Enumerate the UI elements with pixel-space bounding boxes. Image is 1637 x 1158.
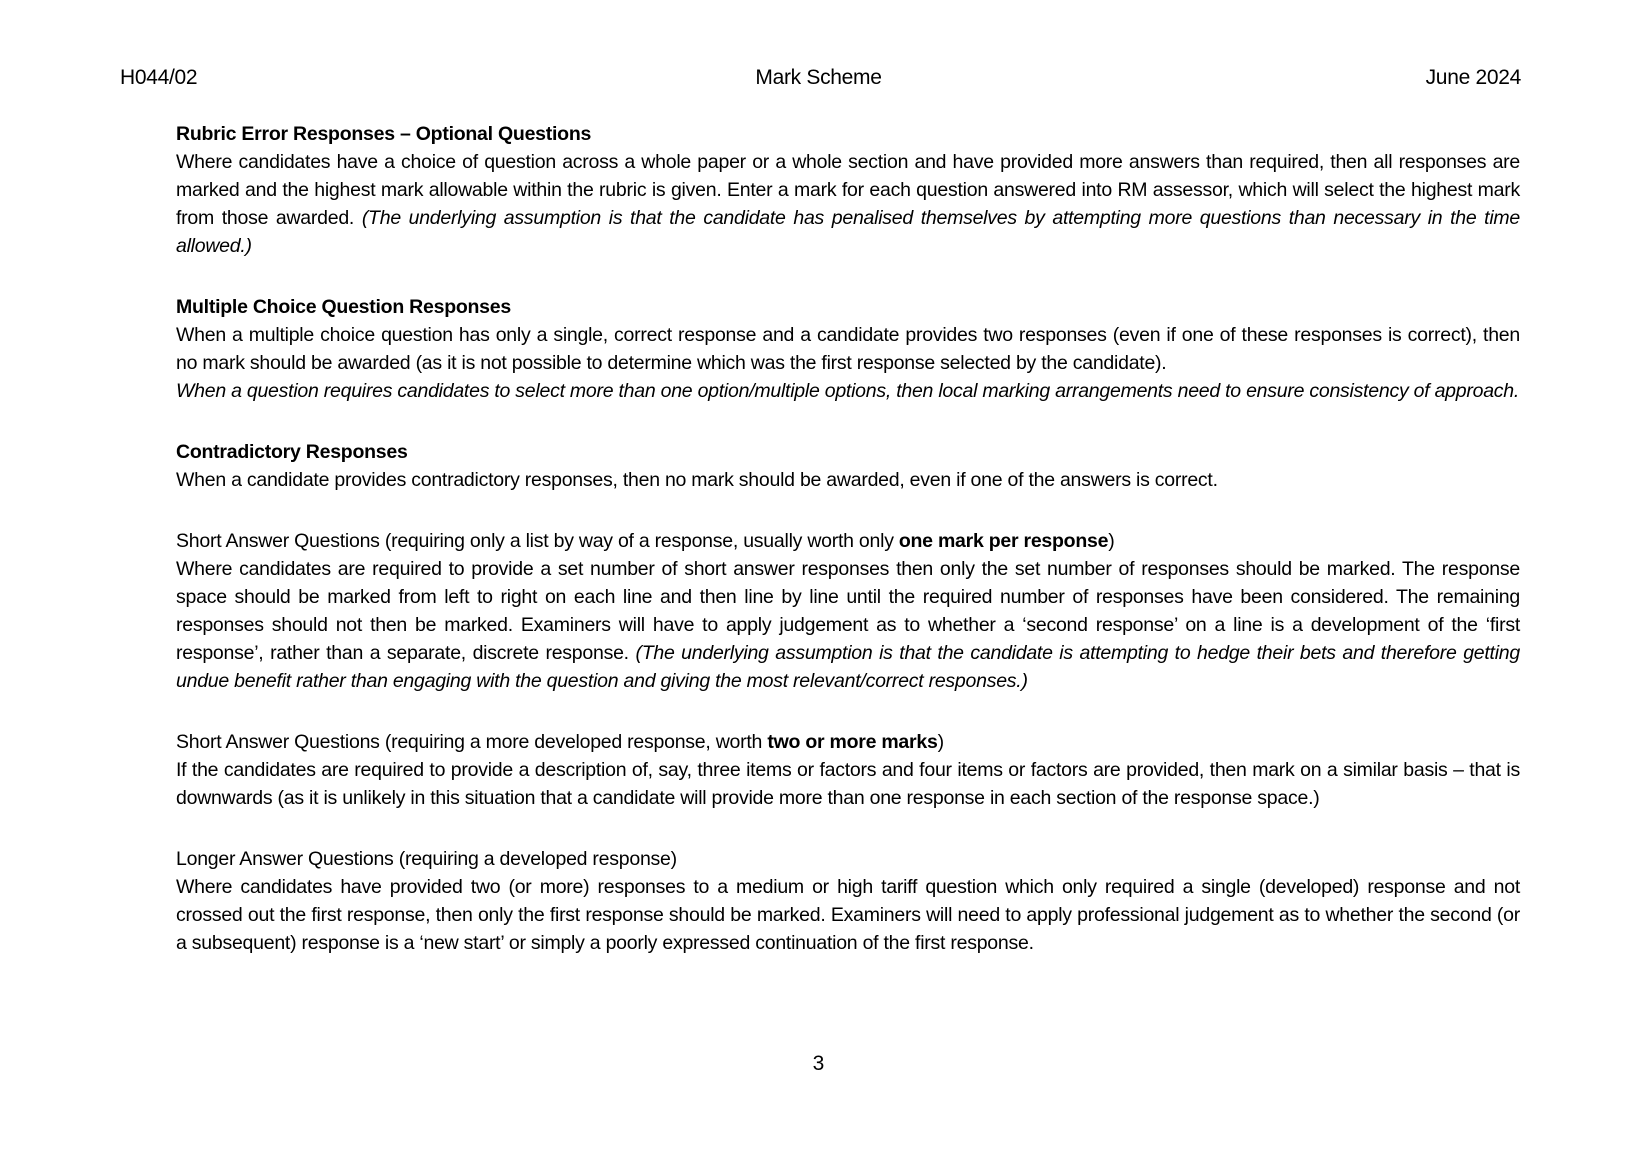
document-title: Mark Scheme xyxy=(755,66,882,89)
heading-emphasis: two or more marks xyxy=(767,731,938,753)
section-heading: Rubric Error Responses – Optional Questions xyxy=(176,123,592,145)
section-heading: Longer Answer Questions (requiring a developed response) xyxy=(176,848,677,870)
section-heading xyxy=(176,728,1520,756)
section-short-answer-list xyxy=(176,527,1520,695)
page-number: 3 xyxy=(812,1052,825,1075)
section-body xyxy=(176,555,1520,695)
section-multiple-choice xyxy=(176,293,1520,405)
page-content xyxy=(176,120,1520,990)
exam-date: June 2024 xyxy=(1425,66,1521,89)
section-contradictory xyxy=(176,438,1520,494)
section-body xyxy=(176,148,1520,260)
section-heading xyxy=(176,527,1520,555)
heading-prefix: Short Answer Questions (requiring a more developed response, worth xyxy=(176,731,768,753)
section-body: Where candidates have provided two (or more) responses to a medium or high tariff question which only required a single (developed) response and not crossed out the first response, then only the first response should be marked. Examiners will need to apply professional judgement as to whether the second (or a subsequent) response is a ‘new start’ or simply a poorly expressed continuation of the first response. xyxy=(176,876,1520,954)
section-longer-answer xyxy=(176,845,1520,957)
heading-suffix: ) xyxy=(1108,530,1115,552)
heading-prefix: Short Answer Questions (requiring only a list by way of a response, usually worth only xyxy=(176,530,899,552)
section-heading: Multiple Choice Question Responses xyxy=(176,296,511,318)
section-body: When a candidate provides contradictory responses, then no mark should be awarded, even if one of the answers is correct. xyxy=(176,469,1218,491)
italic-note: When a question requires candidates to select more than one option/multiple options, then local marking arrangements need to ensure consistency of approach. xyxy=(176,380,1520,402)
section-short-answer-developed xyxy=(176,728,1520,812)
body-text: Where candidates are required to provide a set number of short answer responses then only the set number of responses should be marked. The response space should be marked from left to right on each line and then line by line until the required number of responses have been considered. The remaining responses should not then be marked. Examiners will have to apply judgement as to whether a ‘second response’ on a line is a development of the ‘first response’, rather than a separate, discrete response. xyxy=(176,558,1520,664)
section-rubric-error xyxy=(176,120,1520,260)
italic-note: (The underlying assumption is that the candidate is attempting to hedge their bets and therefore getting undue benefit rather than engaging with the question and giving the most relevant/correct responses.) xyxy=(176,642,1520,692)
italic-note: (The underlying assumption is that the candidate has penalised themselves by attempting more questions than necessary in the time allowed.) xyxy=(176,207,1520,257)
paper-code: H044/02 xyxy=(120,66,198,89)
section-heading: Contradictory Responses xyxy=(176,441,408,463)
section-body: If the candidates are required to provide a description of, say, three items or factors and four items or factors are provided, then mark on a similar basis – that is downwards (as it is unlikely in this situation that a candidate will provide more than one response in each section of the response space.) xyxy=(176,759,1520,809)
heading-emphasis: one mark per response xyxy=(898,530,1109,552)
heading-suffix: ) xyxy=(937,731,944,753)
body-text: Where candidates have a choice of question across a whole paper or a whole section and have provided more answers than required, then all responses are marked and the highest mark allowable within the rubric is given. Enter a mark for each question answered into RM assessor, which will select the highest mark from those awarded. xyxy=(176,151,1520,229)
section-body: When a multiple choice question has only a single, correct response and a candidate provides two responses (even if one of these responses is correct), then no mark should be awarded (as it is not possible to determine which was the first response selected by the candidate). xyxy=(176,324,1520,374)
